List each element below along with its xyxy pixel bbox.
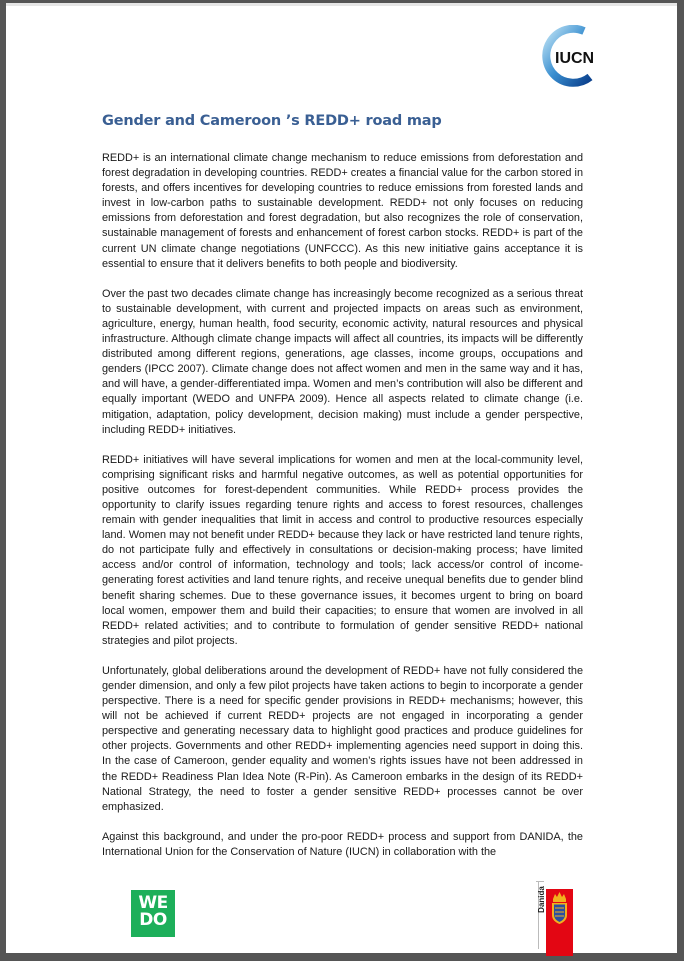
paragraph: REDD+ initiatives will have several implications for women and men at the local-community level, comprising significant risks and harmful negative outcomes, as well as potential opportunities for positive outcomes for forest-dependent communities. While REDD+ process provides the opportunity to clarify issues regarding tenure rights and access to forest resources, challenges remain with gender inequalities that limit in access and control to productive resources especially land. Women may not benefit under REDD+ because they lack or have restricted land tenure rights, do not participate fully and effectively in consultations or decision-making process; have limited access and/or control of information, technology and tools; lack access/or control of income-generating forest activities and land tenure rights, and receive unequal benefits due to gender blind benefit sharing schemes. Due to these governance issues, it becomes urgent to bring on board local women, empower them and build their capacities; to ensure that women are involved in all REDD+ related activities; and to contribute to formulation of gender sensitive REDD+ national strategies and pilot projects.	[102, 453, 583, 647]
danida-flag	[546, 889, 573, 956]
wedo-logo-line1: WE	[138, 893, 168, 913]
document-body	[102, 151, 583, 875]
paragraph: REDD+ is an international climate change mechanism to reduce emissions from deforestation and forest degradation in developing countries. REDD+ creates a financial value for the carbon stored in forests, and offers incentives for developing countries to reduce emissions from forested lands and invest in low-carbon paths to sustainable development. REDD+ not only focuses on reducing emissions from deforestation and forest degradation, but also recognizes the role of conservation, sustainable management of forests and enhancement of forest carbon stocks. REDD+ is part of the current UN climate change negotiations (UNFCCC). As this new initiative gains acceptance it is essential to ensure that it delivers benefits to both people and biodiversity.	[102, 152, 583, 270]
paragraph: Unfortunately, global deliberations around the development of REDD+ have not fully considered the gender dimension, and only a few pilot projects have taken actions to begin to incorporate a gender perspective. There is a need for specific gender provisions in REDD+ mechanisms; however, this will not be achieved if current REDD+ projects are not engaged in incorporating a gender perspective and generating necessary data to highlight good practices and produce guidelines for other projects. Governments and other REDD+ implementing agencies need support in doing this. In the case of Cameroon, gender equality and women’s rights issues have not been addressed in the REDD+ Readiness Plan Idea Note (R-Pin). As Cameroon embarks in the design of its REDD+ National Strategy, the need to foster a gender sensitive REDD+ processes cannot be over emphasized.	[102, 664, 583, 813]
paragraph: Against this background, and under the pro-poor REDD+ process and support from DANIDA, the International Union for the Conservation of Nature (IUCN) in collaboration with the	[102, 830, 583, 858]
danida-label: Danida	[536, 886, 546, 913]
iucn-logo	[538, 25, 608, 87]
iucn-logo-icon	[538, 25, 608, 87]
document-heading: Gender and Cameroon ’s REDD+ road map	[102, 113, 442, 129]
document-page	[6, 3, 677, 953]
wedo-logo-line2: DO	[139, 910, 167, 930]
danida-logo	[536, 879, 586, 956]
page-top-strip	[6, 3, 677, 6]
wedo-logo	[131, 890, 175, 937]
svg-text:IUCN: IUCN	[555, 50, 595, 67]
danish-coat-of-arms-icon	[546, 889, 573, 956]
paragraph: Over the past two decades climate change has increasingly become recognized as a serious threat to sustainable development, with current and projected impacts on areas such as environment, agriculture, energy, human health, food security, economic activity, natural resources and physical infrastructure. Although climate change impacts will affect all countries, its impacts will be differently distributed among different regions, generations, age classes, income groups, occupations and genders (IPCC 2007). Climate change does not affect women and men in the same way and it has, and will have, a gender-differentiated impa. Women and men’s contribution will also be different and equally important (WEDO and UNFPA 2009). Hence all aspects related to climate change (i.e. mitigation, adaptation, policy development, decision making) must include a gender perspective, including REDD+ initiatives.	[102, 287, 583, 436]
